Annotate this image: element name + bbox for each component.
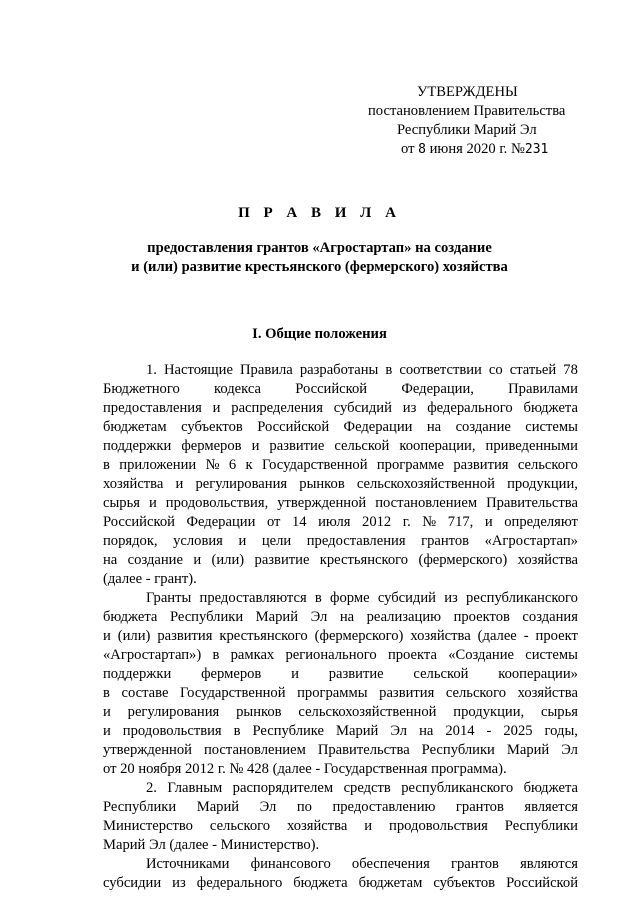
body-word: Федерации, [401,381,474,397]
body-word: Правительства [317,742,410,758]
body-word: сельского [445,685,506,701]
body-word: в [233,723,241,739]
body-word: обеспечения [351,856,430,872]
body-word: 2025 [503,723,533,739]
body-word: Государственной [261,457,368,473]
body-word: и [103,628,111,644]
body-word: из [444,590,458,606]
body-word: июля [318,514,351,530]
body-word: (или) [211,552,245,568]
body-word: грантов [455,799,504,815]
body-text [103,361,578,893]
body-line [103,646,578,665]
body-word: бюджетам [103,419,167,435]
body-line [103,741,578,760]
body-word: субсидий [333,400,392,416]
body-word: постановлением [375,495,478,511]
body-line [103,494,578,513]
body-word: продовольствия, [165,495,269,511]
body-word: федерального [196,875,283,891]
body-word: приведенными [485,438,578,454]
body-word: Марий [335,723,379,739]
body-word: и [212,400,221,416]
body-word: «Агростартап» [484,533,578,549]
body-word: Гранты [146,590,192,606]
body-word: в [103,457,110,473]
body-word: развитие [269,438,325,454]
body-word: Марий [255,609,299,625]
body-word: Правилами [508,381,578,397]
body-word: предоставлению [332,799,436,815]
body-line [103,836,578,855]
body-word: республиканского [401,780,514,796]
approval-date-mid: июня 2020 г. № [429,141,525,157]
approval-line-2: постановлением Правительства [368,103,566,119]
body-word: сырья [103,495,140,511]
approval-date-day: 8 [418,142,426,157]
body-word: бюджета [523,400,578,416]
body-line [103,437,578,456]
body-word: утвержденной [103,742,192,758]
body-word: и [251,438,260,454]
body-word: Источниками [146,856,230,872]
body-word: хозяйства [517,552,578,568]
body-line [103,627,578,646]
body-word: и [148,495,157,511]
body-word: хозяйства [103,476,164,492]
body-word: и [364,818,373,834]
body-word: № [205,457,220,473]
body-word: предоставления [306,533,406,549]
body-word: регионального [285,647,377,663]
body-word: и [175,476,184,492]
body-line [103,361,578,380]
body-word: условия [173,533,223,549]
body-word: Министерство [103,818,193,834]
body-word: системы [525,647,578,663]
body-word: регулирования [195,476,288,492]
body-word: постановлением [203,742,306,758]
body-line [103,551,578,570]
body-word: создание [455,419,511,435]
body-word: регулирования [127,704,220,720]
body-word: 78 [563,362,578,378]
body-word: поддержки [103,666,172,682]
body-word: (или) [117,628,151,644]
body-word: хозяйства [410,628,471,644]
body-word: Российской [295,381,368,397]
body-word: на [426,419,442,435]
approval-line-4 [330,140,590,159]
body-line [103,532,578,551]
body-word: бюджета [523,780,578,796]
body-word: 2014 [445,723,475,739]
body-word: - [486,723,492,739]
body-word: распределения [231,400,323,416]
body-word: в [385,362,393,378]
approval-line-1: УТВЕРЖДЕНЫ [417,84,518,100]
body-word: 1. [146,362,157,378]
body-word: развития [379,685,435,701]
body-word: Главным [167,780,223,796]
body-word: из [172,875,186,891]
body-word: распорядителем [232,780,334,796]
body-line [103,855,578,874]
body-word: по [296,799,312,815]
body-word: Российской [257,419,330,435]
body-word: грантов [450,856,499,872]
body-word: реализацию [366,609,442,625]
body-word: определяют [504,514,578,530]
subtitle-line-2: и (или) развитие крестьянского (фермерского) хозяйства [131,259,508,275]
body-word: и [193,552,202,568]
body-word: являются [520,856,578,872]
body-word: сырья [541,704,578,720]
body-word: и [484,514,493,530]
body-word: развития [453,457,509,473]
body-word: сельскохозяйственной [356,476,495,492]
body-word: г. [402,514,411,530]
body-line-text: Марий Эл (далее - Министерство). [103,837,320,853]
body-word: предоставляются [199,590,307,606]
body-word: в [103,685,110,701]
body-word: Марий [506,742,550,758]
body-word: (фермерского) [418,552,508,568]
body-word: Эл [561,742,578,758]
approval-stamp [330,83,590,159]
body-word: разработаны [299,362,379,378]
body-word: на [103,552,118,568]
body-word: 2012 [362,514,392,530]
body-line [103,475,578,494]
body-line [103,418,578,437]
body-word: программе [376,457,444,473]
body-line-text: от 20 ноября 2012 г. № 428 (далее - Государственная программа). [103,761,507,777]
body-word: бюджетам [358,875,423,891]
body-word: субсидий [377,590,436,606]
body-word: к [245,457,253,473]
body-line [103,589,578,608]
body-word: и [103,704,111,720]
body-word: федерального [427,400,513,416]
body-word: создание [127,552,183,568]
body-word: Российской [506,875,578,891]
body-word: развития [157,628,213,644]
body-word: соответствии [399,362,482,378]
body-word: предоставления [103,400,202,416]
body-word: сельского [517,457,578,473]
body-word: хозяйства [286,818,348,834]
body-word: (фермерского) [314,628,404,644]
body-word: программы [297,685,368,701]
body-line [103,380,578,399]
body-word: составе [121,685,169,701]
body-word: сельской [413,666,469,682]
approval-date-prefix: от [401,141,415,157]
body-word: Правила [240,362,293,378]
body-word: Федерации [343,419,413,435]
body-word: Марий [196,799,240,815]
body-word: Республике [252,723,324,739]
body-word: фермеров [201,666,262,682]
body-line [103,817,578,836]
body-word: крестьянского [319,552,409,568]
body-word: проектов [453,609,510,625]
body-word: грантов [421,533,470,549]
body-word: в [212,647,220,663]
body-word: хозяйства [517,685,578,701]
body-word: Эл [390,723,408,739]
body-word: финансового [250,856,331,872]
body-word: продовольствия [389,818,488,834]
body-word: является [524,799,578,815]
section-heading: I. Общие положения [252,326,387,342]
body-word: продовольствия [122,723,222,739]
body-line [103,874,578,893]
body-line [103,703,578,722]
body-line [103,456,578,475]
body-word: от [266,514,281,530]
body-word: системы [525,419,578,435]
body-word: Бюджетного [103,381,180,397]
body-word: приложении [119,457,197,473]
body-line [103,722,578,741]
body-line-text: (далее - грант). [103,571,197,587]
body-word: порядок, [103,533,158,549]
body-word: средств [343,780,391,796]
body-word: субъектов [433,875,496,891]
body-word: Эл [310,609,328,625]
body-word: Республики [504,818,578,834]
body-word: создания [522,609,578,625]
body-line [103,665,578,684]
subtitle-line-1: предоставления грантов «Агростартап» на создание [147,240,492,256]
document-subtitle [0,239,639,277]
body-word: кодекса [213,381,261,397]
body-word: бюджета [293,875,348,891]
body-line [103,608,578,627]
body-word: сельской [334,438,390,454]
body-word: 6 [228,457,237,473]
body-word: «Создание [448,647,515,663]
body-word: Федерации [186,514,256,530]
body-word: со [488,362,503,378]
body-word: продукции, [453,704,525,720]
body-word: сельскохозяйственной [298,704,437,720]
body-line [103,513,578,532]
body-line [103,684,578,703]
approval-number: 231 [524,142,549,157]
body-word: республиканского [466,590,578,606]
body-word: поддержки [103,438,172,454]
body-word: развитие [254,552,310,568]
body-word: статьей [509,362,557,378]
body-word: продукции, [507,476,578,492]
document-title: П Р А В И Л А [238,205,401,221]
body-line [103,399,578,418]
body-word: кооперации» [498,666,578,682]
body-word: субъектов [181,419,243,435]
body-word: бюджета [103,609,158,625]
body-line [103,570,578,589]
body-word: № [422,514,437,530]
body-word: сельского [209,818,271,834]
body-word: Эл [259,799,277,815]
body-word: рынков [299,476,345,492]
body-word: и [291,666,299,682]
body-word: и [103,723,111,739]
body-line [103,798,578,817]
body-word: утвержденной [277,495,367,511]
body-word: крестьянского [219,628,308,644]
approval-line-3: Республики Марий Эл [397,122,537,138]
body-word: форме [330,590,370,606]
body-word: в [314,590,322,606]
body-word: фермеров [181,438,242,454]
body-word: рынков [236,704,282,720]
body-word: 717, [447,514,474,530]
body-word: годы, [544,723,578,739]
body-word: кооперации, [399,438,476,454]
body-word: рамках [230,647,275,663]
body-word: на [339,609,355,625]
body-word: и [238,533,247,549]
body-word: субсидии [103,875,162,891]
body-word: 2. [146,780,157,796]
body-word: развитие [328,666,384,682]
body-word: из [402,400,417,416]
body-word: «Агростартап») [103,647,202,663]
body-word: цели [261,533,292,549]
body-line [103,760,578,779]
body-word: Республики [103,799,177,815]
body-word: на [419,723,434,739]
body-word: Настоящие [164,362,233,378]
body-word: Правительства [486,495,578,511]
body-word: Российской [103,514,175,530]
body-word: Государственной [180,685,286,701]
body-line [103,779,578,798]
body-word: Республики [421,742,495,758]
body-word: 14 [291,514,307,530]
body-word: проект [535,628,578,644]
body-word: - [523,628,529,644]
body-word: проекта [387,647,437,663]
body-word: Республики [169,609,244,625]
body-word: (далее [477,628,517,644]
